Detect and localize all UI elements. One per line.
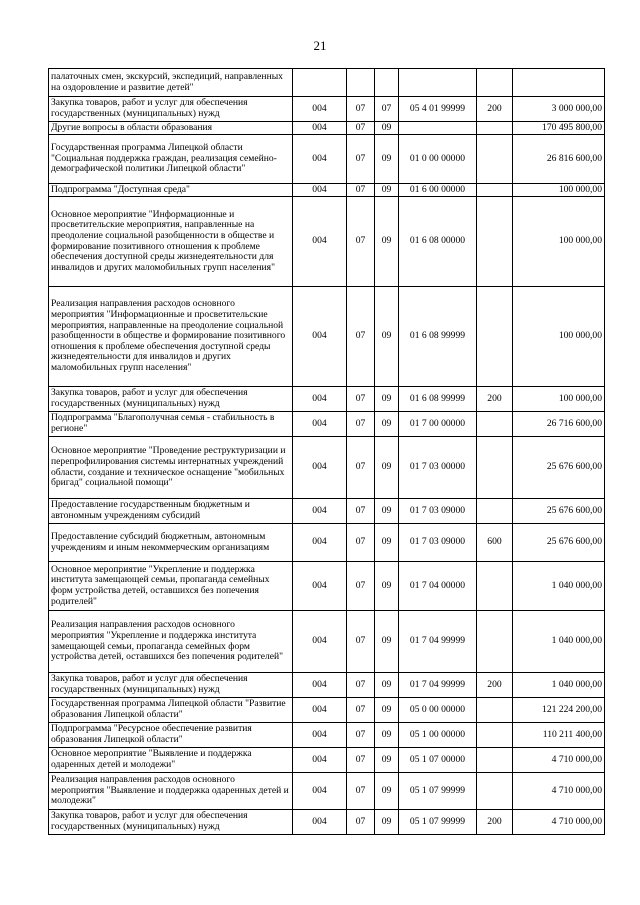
amount: 4 710 000,00 <box>513 748 605 773</box>
expense-type-code: 200 <box>477 673 513 698</box>
target-article-code: 01 7 03 09000 <box>399 524 477 562</box>
subsection-code: 09 <box>375 387 399 412</box>
expense-type-code <box>477 611 513 673</box>
section-code: 07 <box>347 387 375 412</box>
expense-type-code <box>477 122 513 135</box>
table-row <box>49 69 605 97</box>
target-article-code: 01 6 00 00000 <box>399 184 477 197</box>
expense-name: Другие вопросы в области образования <box>49 122 293 135</box>
target-article-code: 01 0 00 00000 <box>399 135 477 184</box>
expense-name: Реализация направления расходов основного мероприятия "Информационные и просветительские мероприятия, направленные на преодоление социальной разобщенности в обществе и формирование позитивного отношения к проблеме обеспечения доступной среды жизнедеятельности для инвалидов и других маломобильных групп населения" <box>49 287 293 387</box>
amount: 100 000,00 <box>513 197 605 287</box>
section-code: 07 <box>347 562 375 611</box>
amount: 26 816 600,00 <box>513 135 605 184</box>
section-code: 07 <box>347 184 375 197</box>
expense-name: Реализация направления расходов основного мероприятия "Выявление и поддержка одаренных детей и молодежи" <box>49 773 293 810</box>
target-article-code <box>399 69 477 97</box>
department-code: 004 <box>293 135 347 184</box>
target-article-code: 01 7 04 99999 <box>399 673 477 698</box>
expense-name: Закупка товаров, работ и услуг для обеспечения государственных (муниципальных) нужд <box>49 810 293 835</box>
table-row <box>49 387 605 412</box>
expense-type-code <box>477 562 513 611</box>
expense-name: Государственная программа Липецкой области "Развитие образования Липецкой области" <box>49 698 293 723</box>
target-article-code: 05 1 00 00000 <box>399 723 477 748</box>
section-code: 07 <box>347 611 375 673</box>
target-article-code: 01 7 03 00000 <box>399 437 477 499</box>
expense-name: Государственная программа Липецкой области "Социальная поддержка граждан, реализация семейно-демографической политики Липецкой области" <box>49 135 293 184</box>
subsection-code <box>375 69 399 97</box>
amount: 100 000,00 <box>513 387 605 412</box>
table-row <box>49 773 605 810</box>
amount: 4 710 000,00 <box>513 773 605 810</box>
table-row <box>49 748 605 773</box>
subsection-code: 09 <box>375 437 399 499</box>
section-code: 07 <box>347 412 375 437</box>
amount: 1 040 000,00 <box>513 673 605 698</box>
subsection-code: 09 <box>375 287 399 387</box>
budget-rows <box>49 69 605 835</box>
expense-name: палаточных смен, экскурсий, экспедиций, направленных на оздоровление и развитие детей" <box>49 69 293 97</box>
department-code: 004 <box>293 773 347 810</box>
section-code: 07 <box>347 723 375 748</box>
department-code: 004 <box>293 748 347 773</box>
subsection-code: 09 <box>375 810 399 835</box>
table-row <box>49 197 605 287</box>
target-article-code: 01 7 04 00000 <box>399 562 477 611</box>
expense-type-code <box>477 437 513 499</box>
expense-type-code <box>477 412 513 437</box>
department-code <box>293 69 347 97</box>
expense-name: Подпрограмма "Благополучная семья - стабильность в регионе" <box>49 412 293 437</box>
amount: 26 716 600,00 <box>513 412 605 437</box>
amount: 25 676 600,00 <box>513 524 605 562</box>
table-row <box>49 524 605 562</box>
section-code: 07 <box>347 499 375 524</box>
expense-type-code <box>477 773 513 810</box>
expense-type-code <box>477 287 513 387</box>
table-row <box>49 499 605 524</box>
amount: 1 040 000,00 <box>513 611 605 673</box>
target-article-code: 01 7 03 09000 <box>399 499 477 524</box>
amount: 100 000,00 <box>513 184 605 197</box>
amount: 110 211 400,00 <box>513 723 605 748</box>
target-article-code: 01 6 08 99999 <box>399 287 477 387</box>
expense-name: Реализация направления расходов основного мероприятия "Укрепление и поддержка института замещающей семьи, пропаганда семейных форм устройства детей, оставшихся без попечения родителей" <box>49 611 293 673</box>
table-row <box>49 562 605 611</box>
section-code: 07 <box>347 122 375 135</box>
subsection-code: 09 <box>375 673 399 698</box>
expense-type-code <box>477 69 513 97</box>
target-article-code: 05 0 00 00000 <box>399 698 477 723</box>
expense-name: Предоставление государственным бюджетным и автономным учреждениям субсидий <box>49 499 293 524</box>
expense-type-code <box>477 135 513 184</box>
target-article-code: 05 1 07 99999 <box>399 810 477 835</box>
table-row <box>49 723 605 748</box>
section-code: 07 <box>347 524 375 562</box>
target-article-code: 01 7 04 99999 <box>399 611 477 673</box>
subsection-code: 07 <box>375 97 399 122</box>
department-code: 004 <box>293 412 347 437</box>
section-code: 07 <box>347 810 375 835</box>
expense-type-code: 600 <box>477 524 513 562</box>
subsection-code: 09 <box>375 611 399 673</box>
subsection-code: 09 <box>375 499 399 524</box>
target-article-code: 05 1 07 99999 <box>399 773 477 810</box>
expense-type-code <box>477 184 513 197</box>
amount: 3 000 000,00 <box>513 97 605 122</box>
table-row <box>49 412 605 437</box>
table-row <box>49 135 605 184</box>
target-article-code: 01 6 08 99999 <box>399 387 477 412</box>
amount: 25 676 600,00 <box>513 499 605 524</box>
expense-type-code <box>477 723 513 748</box>
department-code: 004 <box>293 499 347 524</box>
department-code: 004 <box>293 723 347 748</box>
expense-type-code: 200 <box>477 810 513 835</box>
department-code: 004 <box>293 97 347 122</box>
amount: 100 000,00 <box>513 287 605 387</box>
section-code: 07 <box>347 673 375 698</box>
department-code: 004 <box>293 524 347 562</box>
department-code: 004 <box>293 437 347 499</box>
table-row <box>49 437 605 499</box>
subsection-code: 09 <box>375 184 399 197</box>
target-article-code <box>399 122 477 135</box>
table-row <box>49 810 605 835</box>
department-code: 004 <box>293 611 347 673</box>
department-code: 004 <box>293 698 347 723</box>
target-article-code: 05 4 01 99999 <box>399 97 477 122</box>
department-code: 004 <box>293 810 347 835</box>
expense-name: Закупка товаров, работ и услуг для обеспечения государственных (муниципальных) нужд <box>49 673 293 698</box>
target-article-code: 05 1 07 00000 <box>399 748 477 773</box>
department-code: 004 <box>293 673 347 698</box>
subsection-code: 09 <box>375 723 399 748</box>
target-article-code: 01 7 00 00000 <box>399 412 477 437</box>
section-code: 07 <box>347 197 375 287</box>
expense-type-code: 200 <box>477 387 513 412</box>
section-code: 07 <box>347 698 375 723</box>
section-code: 07 <box>347 97 375 122</box>
expense-type-code <box>477 499 513 524</box>
subsection-code: 09 <box>375 122 399 135</box>
page-number: 21 <box>313 38 327 53</box>
section-code <box>347 69 375 97</box>
section-code: 07 <box>347 437 375 499</box>
expense-name: Подпрограмма "Ресурсное обеспечение развития образования Липецкой области" <box>49 723 293 748</box>
department-code: 004 <box>293 387 347 412</box>
expense-name: Предоставление субсидий бюджетным, автономным учреждениям и иным некоммерческим организациям <box>49 524 293 562</box>
table-row <box>49 673 605 698</box>
amount <box>513 69 605 97</box>
table-row <box>49 97 605 122</box>
table-row <box>49 122 605 135</box>
subsection-code: 09 <box>375 197 399 287</box>
expense-type-code <box>477 698 513 723</box>
budget-table <box>48 68 605 835</box>
expense-type-code: 200 <box>477 97 513 122</box>
subsection-code: 09 <box>375 135 399 184</box>
expense-name: Подпрограмма "Доступная среда" <box>49 184 293 197</box>
amount: 4 710 000,00 <box>513 810 605 835</box>
subsection-code: 09 <box>375 524 399 562</box>
department-code: 004 <box>293 287 347 387</box>
amount: 170 495 800,00 <box>513 122 605 135</box>
table-row <box>49 611 605 673</box>
table-row <box>49 184 605 197</box>
section-code: 07 <box>347 135 375 184</box>
expense-name: Основное мероприятие "Укрепление и поддержка института замещающей семьи, пропаганда семейных форм устройства детей, оставшихся без попечения родителей" <box>49 562 293 611</box>
expense-name: Основное мероприятие "Проведение реструктуризации и перепрофилирования системы интернатных учреждений области, создание и техническое оснащение "мобильных бригад" социальной помощи" <box>49 437 293 499</box>
subsection-code: 09 <box>375 698 399 723</box>
section-code: 07 <box>347 773 375 810</box>
table-row <box>49 287 605 387</box>
expense-type-code <box>477 197 513 287</box>
subsection-code: 09 <box>375 748 399 773</box>
target-article-code: 01 6 08 00000 <box>399 197 477 287</box>
expense-type-code <box>477 748 513 773</box>
department-code: 004 <box>293 197 347 287</box>
department-code: 004 <box>293 184 347 197</box>
amount: 121 224 200,00 <box>513 698 605 723</box>
amount: 1 040 000,00 <box>513 562 605 611</box>
expense-name: Закупка товаров, работ и услуг для обеспечения государственных (муниципальных) нужд <box>49 387 293 412</box>
section-code: 07 <box>347 748 375 773</box>
subsection-code: 09 <box>375 562 399 611</box>
expense-name: Основное мероприятие "Информационные и просветительские мероприятия, направленные на преодоление социальной разобщенности в обществе и формирование позитивного отношения к проблеме обеспечения доступной среды жизнедеятельности для инвалидов и других маломобильных групп населения" <box>49 197 293 287</box>
expense-name: Основное мероприятие "Выявление и поддержка одаренных детей и молодежи" <box>49 748 293 773</box>
department-code: 004 <box>293 122 347 135</box>
expense-name: Закупка товаров, работ и услуг для обеспечения государственных (муниципальных) нужд <box>49 97 293 122</box>
table-row <box>49 698 605 723</box>
amount: 25 676 600,00 <box>513 437 605 499</box>
department-code: 004 <box>293 562 347 611</box>
section-code: 07 <box>347 287 375 387</box>
subsection-code: 09 <box>375 773 399 810</box>
subsection-code: 09 <box>375 412 399 437</box>
